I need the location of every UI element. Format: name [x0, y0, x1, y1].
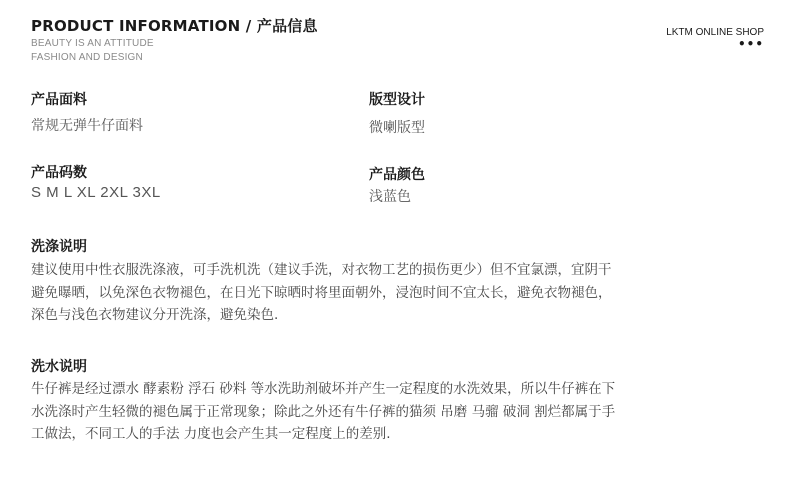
- washing-instructions-line: 深色与浅色衣物建议分开洗涤，避免染色.: [31, 307, 279, 323]
- shop-name: LKTM ONLINE SHOP: [666, 27, 764, 38]
- header-tagline-2: FASHION AND DESIGN: [31, 52, 143, 63]
- fit-value: 微喇版型: [369, 120, 425, 136]
- wash-process-body: [31, 378, 761, 446]
- fit-label: 版型设计: [369, 92, 425, 108]
- wash-process-line: 工做法，不同工人的手法 力度也会产生其一定程度上的差别.: [31, 426, 391, 442]
- wash-process-line: 牛仔裤是经过漂水 酵素粉 浮石 砂料 等水洗助剂破坏并产生一定程度的水洗效果，所以牛仔裤在下: [31, 381, 616, 397]
- wash-process-title: 洗水说明: [31, 359, 87, 375]
- header-tagline-1: BEAUTY IS AN ATTITUDE: [31, 38, 154, 49]
- fabric-label: 产品面料: [31, 92, 87, 108]
- washing-instructions-body: [31, 259, 761, 327]
- more-dots-icon: •••: [737, 37, 764, 51]
- wash-process-line: 水洗涤时产生轻微的褪色属于正常现象；除此之外还有牛仔裤的猫须 吊磨 马骝 破洞 割烂都属于手: [31, 403, 616, 420]
- washing-instructions-line: 避免曝晒，以免深色衣物褪色，在日光下晾晒时将里面朝外，浸泡时间不宜太长，避免衣物褪色，: [31, 284, 612, 301]
- fabric-value: 常规无弹牛仔面料: [31, 118, 143, 134]
- sizes-value: S M L XL 2XL 3XL: [31, 184, 161, 201]
- page-title: PRODUCT INFORMATION / 产品信息: [31, 17, 318, 35]
- color-label: 产品颜色: [369, 167, 425, 183]
- washing-instructions-line: 建议使用中性衣服洗涤液，可手洗机洗（建议手洗，对衣物工艺的损伤更少）但不宜氯漂，宜阴干: [31, 262, 612, 278]
- sizes-label: 产品码数: [31, 165, 87, 181]
- color-value: 浅蓝色: [369, 189, 411, 205]
- washing-instructions-title: 洗涤说明: [31, 239, 87, 255]
